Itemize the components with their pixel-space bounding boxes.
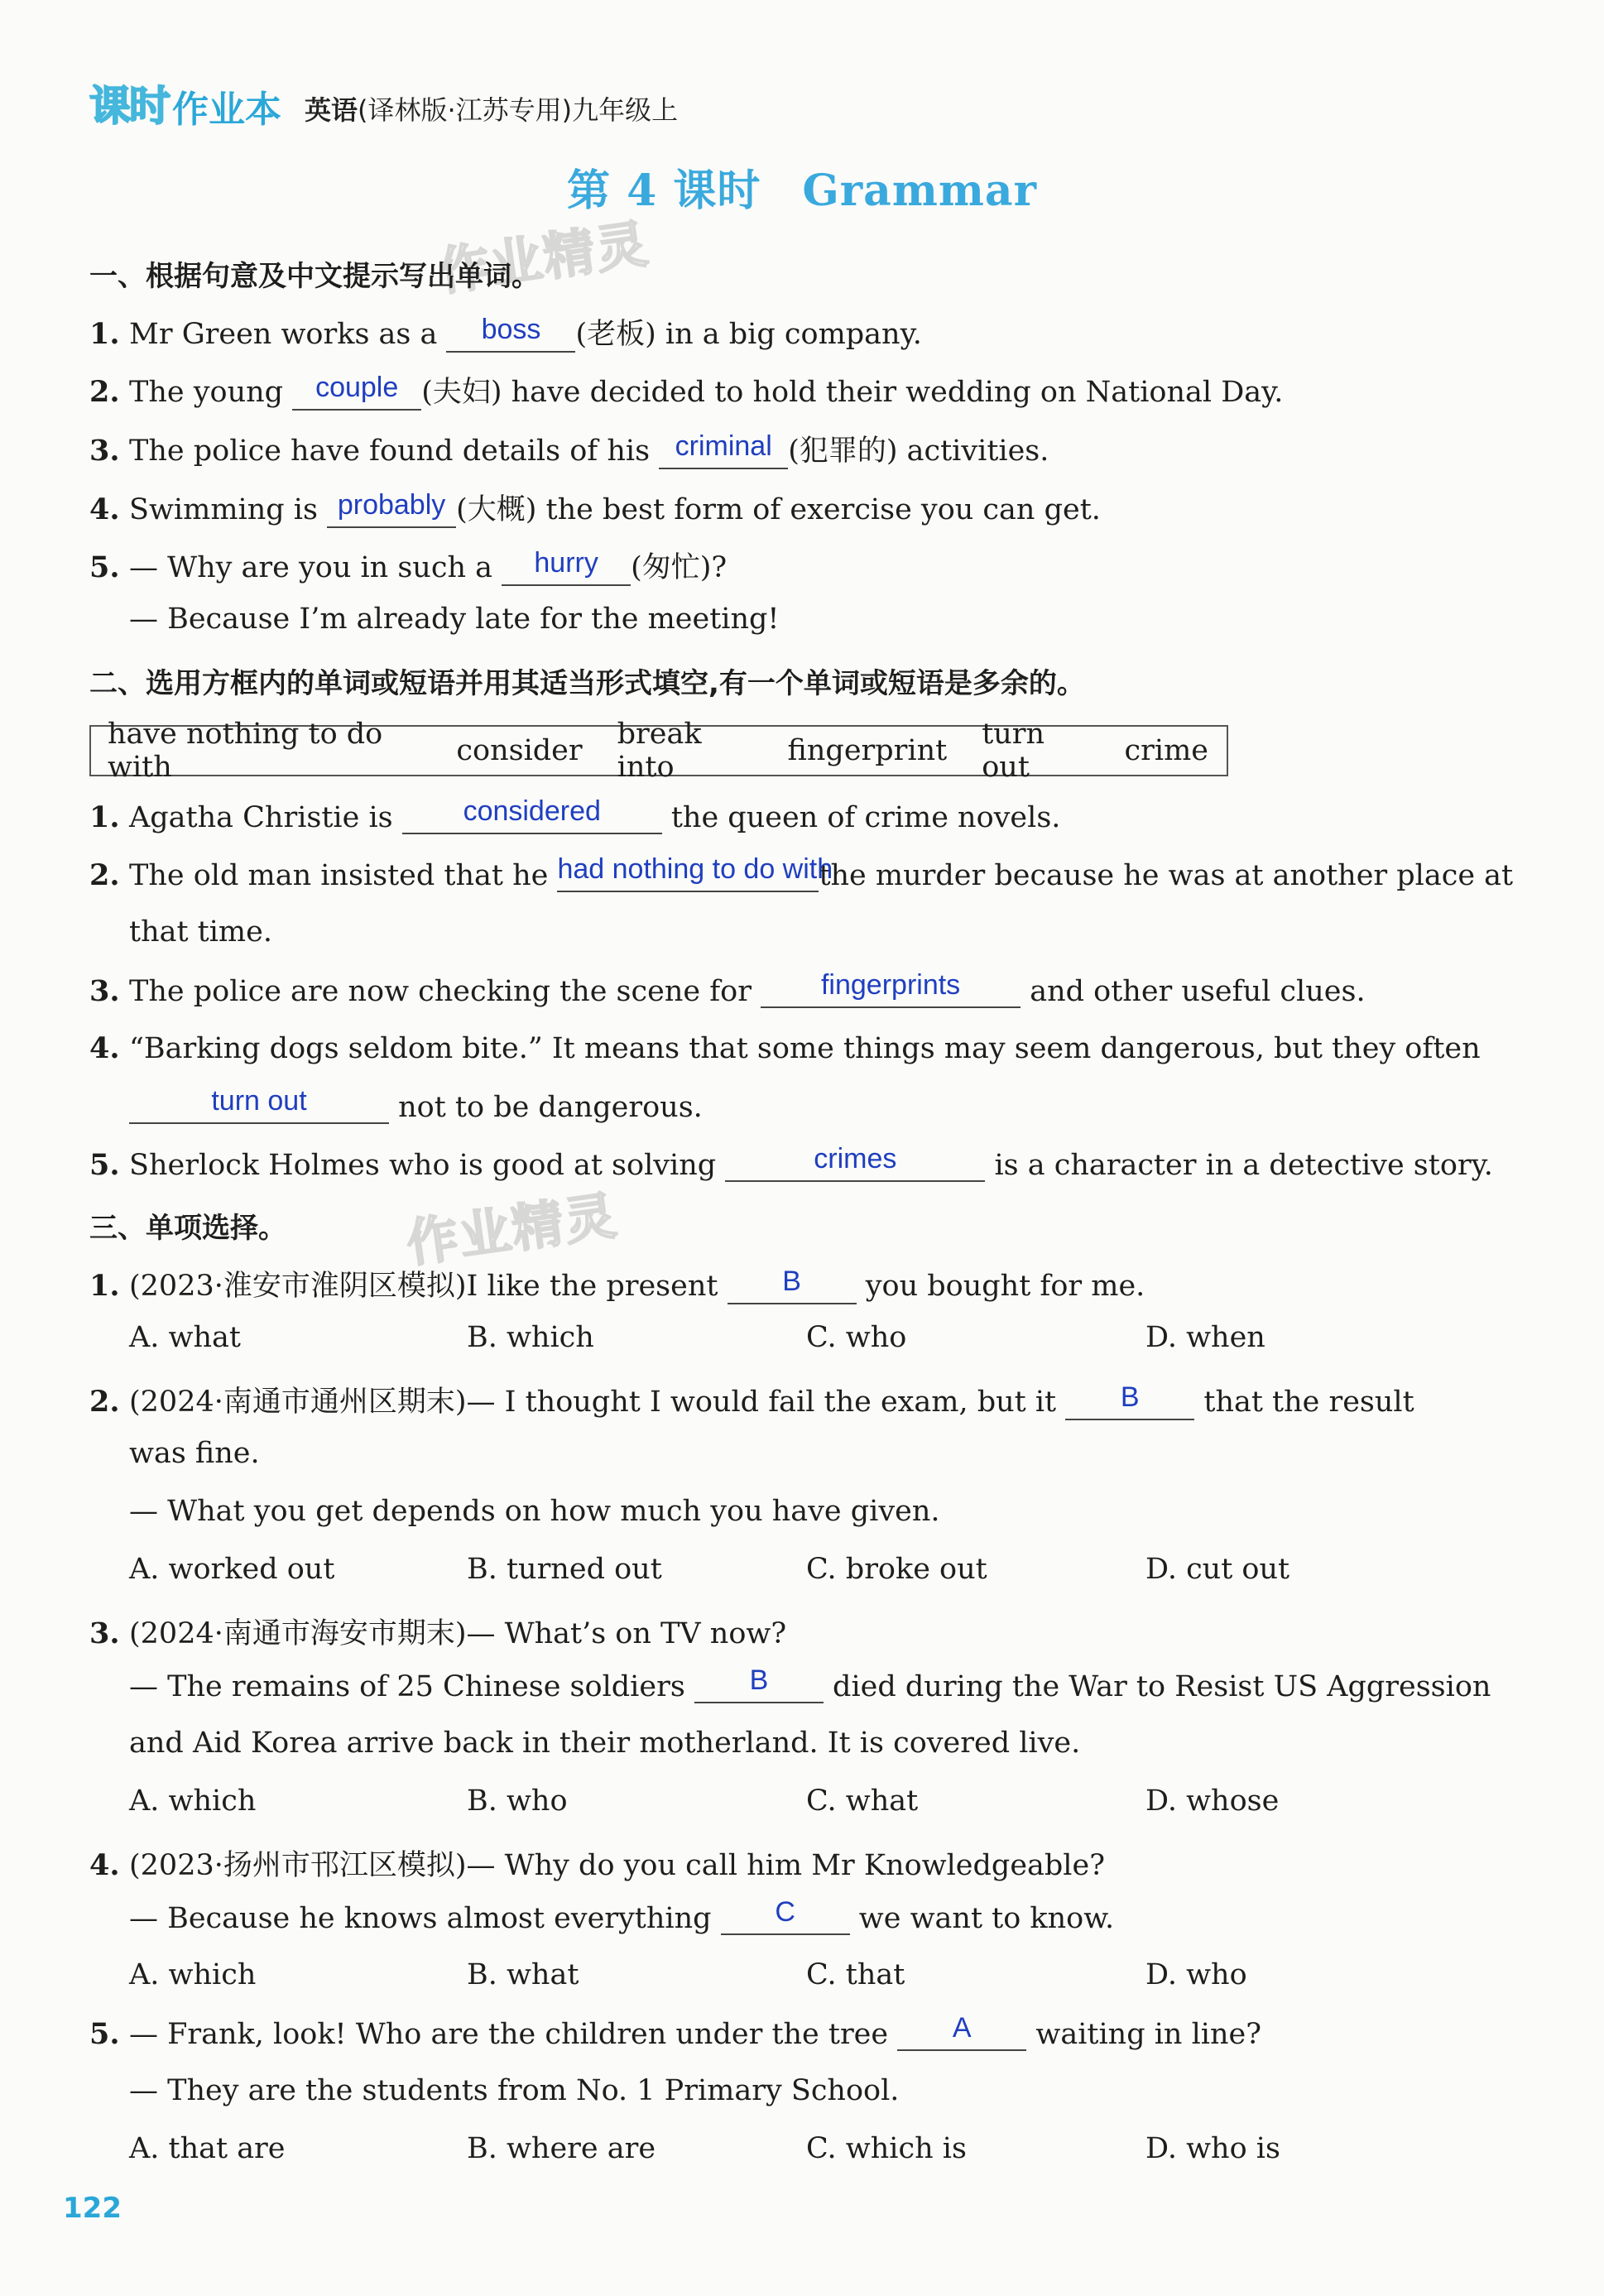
option-d[interactable]: D. when [1145, 1321, 1265, 1354]
answer-blank[interactable]: A [897, 2016, 1026, 2051]
answer-blank[interactable]: turn out [129, 1089, 389, 1124]
option-b[interactable]: B. turned out [467, 1553, 662, 1586]
s3-q3: 3. (2024·南通市海安市期末)— What’s on TV now? [89, 1616, 787, 1650]
header [89, 83, 678, 132]
word-box-item: break into [617, 718, 702, 784]
answer-blank[interactable]: crimes [725, 1147, 985, 1182]
answer-blank[interactable]: had nothing to do with [557, 857, 819, 892]
answer-blank[interactable]: B [728, 1270, 857, 1304]
option-a[interactable]: A. which [129, 1784, 257, 1818]
word-box-item: fingerprint [787, 734, 948, 767]
s2-item-4: 4. “Barking dogs seldom bite.” It means that some things may seem dangerous, but they often [89, 1031, 1481, 1065]
answer-blank[interactable]: hurry [502, 551, 631, 586]
s1-item-5: 5. — Why are you in such a hurry (匆忙)? [89, 547, 728, 584]
word-box-item: crime [1124, 734, 1208, 767]
word-box-item: have nothing to do with [108, 718, 383, 784]
answer-blank[interactable]: couple [292, 376, 421, 411]
page-number: 122 [63, 2192, 122, 2225]
answer-blank[interactable]: criminal [659, 435, 788, 469]
s3-q2-cont: was fine. [129, 1437, 260, 1470]
s3-q2-reply: — What you get depends on how much you have given. [129, 1495, 940, 1528]
s3-q3-cont: and Aid Korea arrive back in their motherland. It is covered live. [129, 1727, 1081, 1760]
answer-blank[interactable]: considered [402, 800, 662, 834]
brand-logo-text: 作业本 [172, 89, 281, 131]
option-d[interactable]: D. who is [1145, 2132, 1280, 2165]
option-a[interactable]: A. what [129, 1321, 241, 1354]
s3-q5-reply: — They are the students from No. 1 Primary School. [129, 2074, 900, 2107]
option-c[interactable]: C. broke out [806, 1553, 987, 1586]
answer-blank[interactable]: B [694, 1669, 824, 1703]
s1-item-3: 3. The police have found details of his criminal (犯罪的) activities. [89, 430, 1049, 468]
s2-item-4-cont: turn out not to be dangerous. [129, 1089, 703, 1124]
s3-q2: 2. (2024·南通市通州区期末)— I thought I would fail the exam, but it B that the result [89, 1381, 1414, 1419]
lesson-topic: Grammar [802, 166, 1038, 216]
option-d[interactable]: D. who [1145, 1958, 1247, 1991]
subject-edition: (译林版·江苏专用)九年级上 [358, 94, 679, 126]
s1-item-1: 1. Mr Green works as a boss (老板) in a big company. [89, 314, 922, 351]
option-d[interactable]: D. whose [1145, 1784, 1280, 1818]
answer-blank[interactable]: C [721, 1900, 850, 1935]
option-c[interactable]: C. that [806, 1958, 905, 1991]
s2-item-3: 3. The police are now checking the scene for fingerprints and other useful clues. [89, 969, 1366, 1008]
option-a[interactable]: A. that are [129, 2132, 286, 2165]
lesson-number: 第 4 课时 [566, 166, 761, 216]
answer-blank[interactable]: boss [446, 318, 575, 353]
subject-bold: 英语 [305, 94, 358, 126]
subject-label [305, 89, 678, 127]
s2-item-1: 1. Agatha Christie is considered the queen of crime novels. [89, 795, 1061, 834]
option-c[interactable]: C. which is [806, 2132, 967, 2165]
s3-q4-reply: — Because he knows almost everything C we want to know. [129, 1896, 1115, 1935]
option-a[interactable]: A. which [129, 1958, 257, 1991]
option-b[interactable]: B. where are [467, 2132, 656, 2165]
s1-item-5-reply: — Because I’m already late for the meeting! [129, 603, 780, 636]
s2-item-5: 5. Sherlock Holmes who is good at solving crimes is a character in a detective story. [89, 1143, 1493, 1182]
answer-blank[interactable]: probably [327, 493, 456, 528]
word-box-item: turn out [982, 718, 1045, 784]
word-box-item: consider [456, 734, 583, 767]
word-box [89, 718, 1228, 784]
s1-item-4: 4. Swimming is probably (大概) the best form of exercise you can get. [89, 489, 1101, 526]
lesson-title [0, 156, 1604, 218]
watermark: 作业精灵 [434, 213, 653, 303]
option-d[interactable]: D. cut out [1145, 1553, 1290, 1586]
s3-q3-reply: — The remains of 25 Chinese soldiers B died during the War to Resist US Aggression [129, 1664, 1491, 1703]
s3-q4: 4. (2023·扬州市邗江区模拟)— Why do you call him Mr Knowledgeable? [89, 1848, 1105, 1882]
option-a[interactable]: A. worked out [129, 1553, 335, 1586]
option-b[interactable]: B. which [467, 1321, 594, 1354]
s1-item-2: 2. The young couple (夫妇) have decided to hold their wedding on National Day. [89, 372, 1284, 409]
section-3-title: 三、单项选择。 [89, 1212, 286, 1245]
option-c[interactable]: C. what [806, 1784, 919, 1818]
brand-logo-ke: 课时 [89, 82, 169, 130]
option-c[interactable]: C. who [806, 1321, 907, 1354]
section-1-title: 一、根据句意及中文提示写出单词。 [89, 260, 540, 293]
s3-q5: 5. — Frank, look! Who are the children under the tree A waiting in line? [89, 2012, 1261, 2051]
s2-item-2-cont: that time. [129, 915, 272, 949]
watermark: 作业精灵 [402, 1184, 622, 1275]
answer-blank[interactable]: B [1065, 1386, 1194, 1420]
answer-blank[interactable]: fingerprints [761, 973, 1021, 1008]
option-b[interactable]: B. who [467, 1784, 568, 1818]
s2-item-2: 2. The old man insisted that he had nothing to do with the murder because he was at another place at [89, 853, 1514, 892]
section-2-title: 二、选用方框内的单词或短语并用其适当形式填空,有一个单词或短语是多余的。 [89, 667, 1085, 700]
s3-q1: 1. (2023·淮安市淮阴区模拟)I like the present B you bought for me. [89, 1266, 1145, 1303]
option-b[interactable]: B. what [467, 1958, 579, 1991]
